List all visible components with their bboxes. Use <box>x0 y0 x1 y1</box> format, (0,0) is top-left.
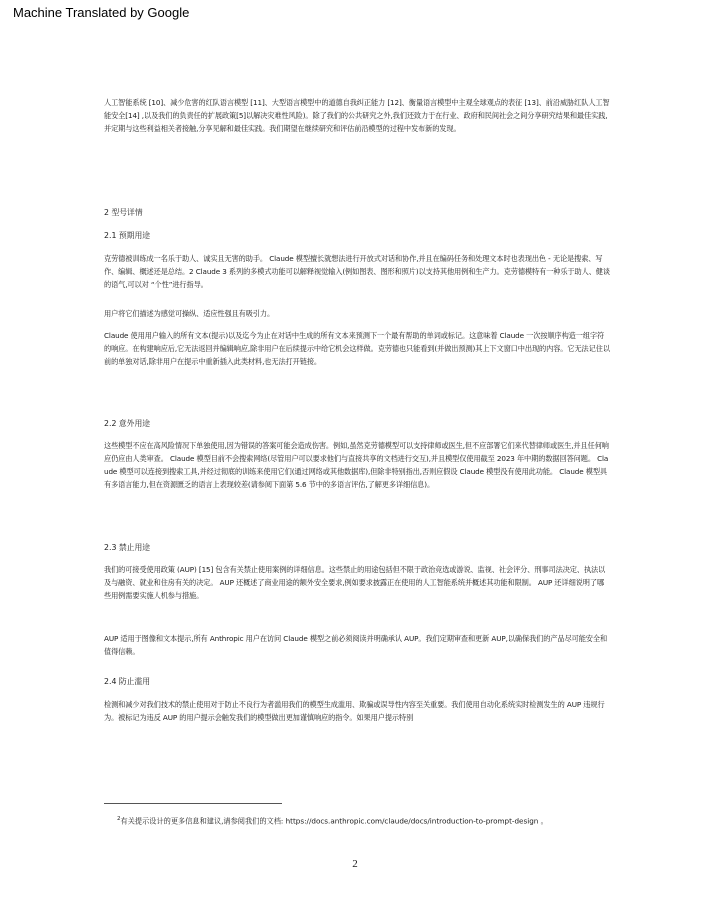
section-2-3-paragraph-2: AUP 适用于图像和文本提示,所有 Anthropic 用户在访问 Claude 模型之前必须阅读并明确承认 AUP。我们定期审查和更新 AUP,以确保我们的产品尽可能安全和值得信赖。 <box>104 634 608 656</box>
intro-paragraph: 人工智能系统 [10]、减少危害的红队语言模型 [11]、大型语言模型中的道德自我纠正能力 [12]、衡量语言模型中主观全球观点的表征 [13]、前沿威胁红队人工智能安全[14] ,以及我们的负责任的扩展政策[5]以解决灾难性风险)。除了我们的公共研究之外,我们还致力于在行业、政府和民间社会之间分享研究结果和最佳实践,并定期与这些利益相关者接触,分享见解和最佳实践。我们期望在继续研究和评估前沿模型的过程中发布新的发现。 <box>104 98 610 133</box>
section-2-1-paragraph-1: 克劳德被训练成一名乐于助人、诚实且无害的助手。 Claude 模型擅长就想法进行开放式对话和协作,并且在编码任务和处理文本时也表现出色 - 无论是搜索、写作、编辑、概述还是总结。2 Claude 3 系列的多模式功能可以解释视觉输入(例如图表、图形和照片)以支持其他用例和生产力。克劳德模特有一种乐于助人、健谈的语气,可以对 “个性”进行指导。 <box>104 254 610 289</box>
document-body <box>104 96 610 724</box>
footnote-text-line <box>104 813 610 827</box>
section-2-4-heading: 2.4 防止滥用 <box>104 677 151 686</box>
section-2-1-paragraph-3: Claude 使用用户输入的所有文本(提示)以及迄今为止在对话中生成的所有文本来预测下一个最有帮助的单词或标记。这意味着 Claude 一次按顺序构造一组字符的响应。在构建响应后,它无法返回并编辑响应,除非用户在后续提示中给它机会这样做。克劳德也只能看到(并做出预测)其上下文窗口中出现的内容。它无法记住以前的单独对话,除非用户在提示中重新插入此类材料,也无法打开链接。 <box>104 331 610 366</box>
section-2-4-paragraph-1: 检测和减少对我们技术的禁止使用对于防止不良行为者滥用我们的模型生成滥用、欺骗或误导性内容至关重要。我们使用自动化系统实时检测发生的 AUP 违规行为。被标记为违反 AUP 的用户提示会触发我们的模型做出更加谨慎响应的指令。如果用户提示特别 <box>104 700 605 722</box>
section-2-2-heading: 2.2 意外用途 <box>104 419 151 428</box>
footnote-text: 有关提示设计的更多信息和建议,请参阅我们的文档: https://docs.anthropic.com/claude/docs/introduction-to-prompt-design 。 <box>120 816 548 826</box>
page-number: 2 <box>352 858 358 870</box>
section-2-heading: 2 型号详情 <box>104 208 143 217</box>
section-2-2-paragraph-1: 这些模型不应在高风险情况下单独使用,因为错误的答案可能会造成伤害。例如,虽然克劳德模型可以支持律师或医生,但不应部署它们来代替律师或医生,并且任何响应仍应由人类审查。 Claude 模型目前不会搜索网络(尽管用户可以要求他们与直接共享的文档进行交互),并且模型仅使用截至 2023 年中期的数据回答问题。 Claude 模型可以连接到搜索工具,并经过彻底的训练来使用它们(通过网络或其他数据库),但除非特别指出,否则应假设 Claude 模型没有使用此功能。 Claude 模型具有多语言能力,但在资源匮乏的语言上表现较差(请参阅下面第 5.6 节中的多语言评估,了解更多详细信息)。 <box>104 441 609 489</box>
machine-translation-banner: Machine Translated by Google <box>13 5 190 20</box>
footnote-rule <box>104 803 282 804</box>
section-2-1-heading: 2.1 预期用途 <box>104 231 151 240</box>
footnote-marker: 2 <box>117 816 121 822</box>
section-2-3-heading: 2.3 禁止用途 <box>104 543 151 552</box>
section-2-3-paragraph-1: 我们的可接受使用政策 (AUP) [15] 包含有关禁止使用案例的详细信息。这些禁止的用途包括但不限于政治竞选或游说、监视、社会评分、刑事司法决定、执法以及与融资、就业和住房有关的决定。 AUP 还概述了商业用途的额外安全要求,例如要求披露正在使用的人工智能系统并概述其功能和限制。 AUP 还详细说明了哪些用例需要实施人机参与措施。 <box>104 565 606 600</box>
footnote <box>104 803 610 827</box>
section-2-1-paragraph-2: 用户将它们描述为感觉可操纵、适应性强且有吸引力。 <box>104 309 275 318</box>
